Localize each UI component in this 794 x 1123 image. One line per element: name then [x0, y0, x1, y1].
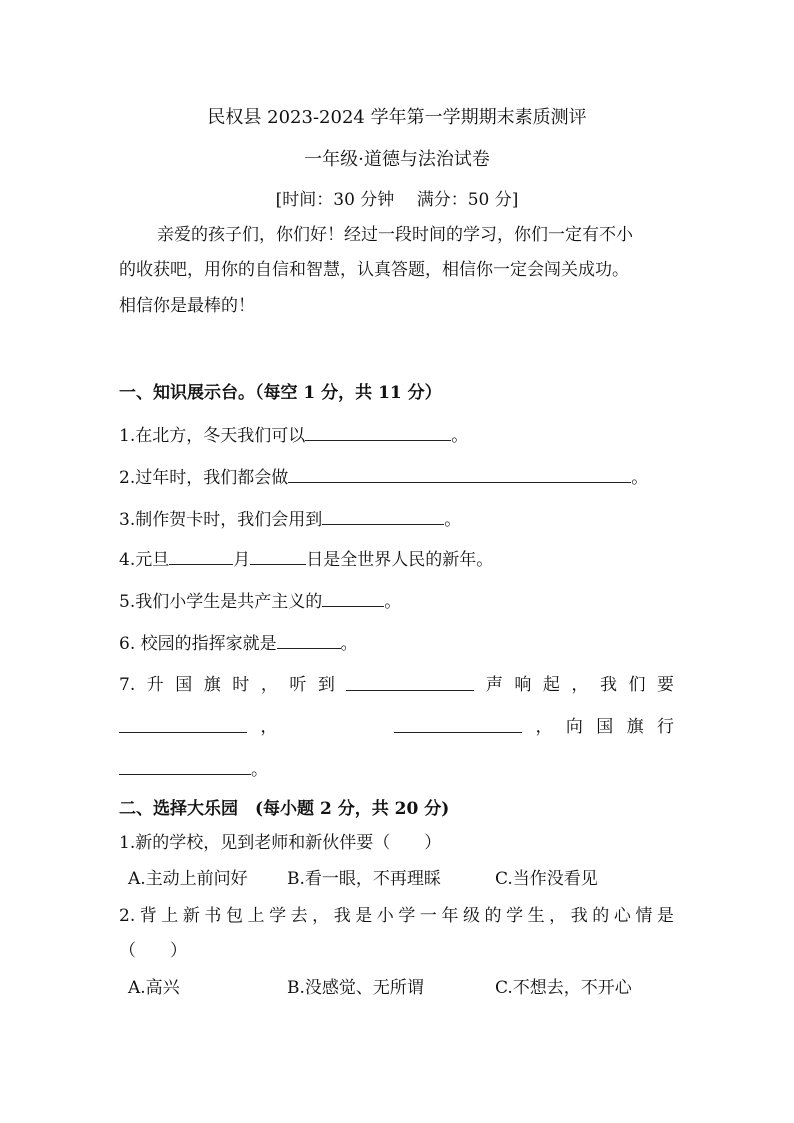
section-2-heading: 二、选择大乐园 (每小题 2 分，共 20 分)	[119, 799, 450, 819]
q7-char: 向	[565, 717, 583, 737]
q-char: 我	[333, 906, 351, 926]
q-char: 心	[613, 906, 631, 926]
answer-blank[interactable]	[305, 424, 451, 441]
q7-char: 响	[514, 675, 532, 695]
q7-char: 旗	[203, 675, 221, 695]
option-b[interactable]: B.没感觉、无所谓	[287, 978, 424, 998]
question-2-2-text	[119, 905, 674, 927]
question-text: 2.过年时，我们都会做	[119, 468, 289, 488]
answer-blank[interactable]	[119, 716, 247, 733]
q7-char: 升	[146, 675, 164, 695]
q7-char: 国	[596, 717, 614, 737]
answer-blank-month[interactable]	[169, 548, 233, 565]
question-end: 。	[444, 510, 462, 530]
q7-char: ，	[260, 675, 278, 695]
exam-subtitle: 一年级·道德与法治试卷	[304, 149, 490, 170]
exam-time-info: [时间：30 分钟 满分：50 分]	[275, 190, 519, 210]
q-char: 生	[527, 906, 545, 926]
q-char: 我	[570, 906, 588, 926]
question-text: 日是全世界人民的新年。	[306, 550, 494, 570]
option-b[interactable]: B.看一眼，不再理睬	[287, 869, 441, 889]
q-char: 2.	[119, 906, 136, 926]
question-text: 5.我们小学生是共产主义的	[119, 592, 323, 612]
q-char: 背	[139, 906, 157, 926]
option-a[interactable]: A.主动上前问好	[128, 869, 248, 889]
question-end: 。	[251, 760, 268, 780]
q-char: 学	[398, 906, 416, 926]
q7-char: 到	[317, 675, 335, 695]
answer-blank-day[interactable]	[250, 548, 306, 565]
q-char: 的	[592, 906, 610, 926]
q-char: 情	[635, 906, 653, 926]
question-end: 。	[340, 634, 358, 654]
answer-blank[interactable]	[277, 632, 341, 649]
q-char: 包	[225, 906, 243, 926]
q7-char: 旗	[626, 717, 644, 737]
question-text: 3.制作贺卡时，我们会用到	[119, 510, 323, 530]
q7-char: 要	[656, 675, 674, 695]
q7-char: ，	[260, 717, 278, 737]
q-char: 级	[462, 906, 480, 926]
question-1-3	[119, 508, 461, 531]
answer-blank[interactable]	[322, 590, 384, 607]
question-1-7-row-2	[119, 716, 674, 738]
q7-char: 我	[599, 675, 617, 695]
q-char: 一	[419, 906, 437, 926]
q-char: ，	[312, 906, 330, 926]
question-text: 6. 校园的指挥家就是	[119, 634, 277, 654]
section-1-heading: 一、知识展示台。（每空 1 分，共 11 分）	[119, 383, 442, 403]
q-char: 上	[161, 906, 179, 926]
question-text: 4.元旦	[119, 550, 170, 570]
question-end: 。	[451, 426, 469, 446]
q-char: 新	[182, 906, 200, 926]
option-a[interactable]: A.高兴	[128, 978, 180, 998]
question-end: 。	[631, 468, 649, 488]
q7-char: 听	[289, 675, 307, 695]
q-char: 的	[484, 906, 502, 926]
question-1-6	[119, 632, 358, 655]
q7-char: 行	[657, 717, 674, 737]
question-1-1	[119, 424, 468, 447]
q7-char: 起	[542, 675, 560, 695]
q-char: ，	[549, 906, 567, 926]
q7-char: 们	[628, 675, 646, 695]
q-char: 是	[355, 906, 373, 926]
exam-title: 民权县 2023-2024 学年第一学期期末素质测评	[207, 107, 587, 128]
intro-line-2: 的收获吧，用你的自信和智慧，认真答题，相信你一定会闯关成功。	[119, 260, 629, 280]
q7-char: 国	[175, 675, 193, 695]
q-char: 书	[204, 906, 222, 926]
answer-blank[interactable]	[346, 674, 474, 691]
question-1-2	[119, 466, 648, 489]
q-char: 学	[269, 906, 287, 926]
q-char: 上	[247, 906, 265, 926]
answer-blank[interactable]	[119, 758, 251, 775]
question-end: 。	[384, 592, 402, 612]
option-c[interactable]: C.当作没看见	[495, 869, 598, 889]
q7-char: ，	[571, 675, 589, 695]
q-char: 年	[441, 906, 459, 926]
question-1-7-row-1	[119, 674, 674, 696]
intro-line-1: 亲爱的孩子们，你们好！经过一段时间的学习，你们一定有不小	[157, 225, 633, 245]
q7-char: 时	[232, 675, 250, 695]
answer-blank[interactable]	[288, 466, 631, 483]
question-text: 1.在北方，冬天我们可以	[119, 426, 306, 446]
q7-char: ，	[535, 717, 553, 737]
answer-blank[interactable]	[394, 716, 522, 733]
q7-char: 7.	[119, 675, 136, 695]
question-1-5	[119, 590, 401, 613]
question-1-7-row-3	[119, 758, 268, 781]
option-c[interactable]: C.不想去，不开心	[495, 978, 632, 998]
question-2-1: 1.新的学校，见到老师和新伙伴要（ ）	[119, 833, 442, 853]
question-1-4	[119, 548, 493, 571]
question-text: 月	[233, 550, 251, 570]
question-2-2-paren: （ ）	[119, 941, 187, 961]
q7-char: 声	[485, 675, 503, 695]
q-char: 是	[656, 906, 674, 926]
intro-line-3: 相信你是最棒的！	[119, 296, 255, 316]
q-char: 学	[506, 906, 524, 926]
answer-blank[interactable]	[322, 508, 444, 525]
q-char: 去	[290, 906, 308, 926]
q-char: 小	[376, 906, 394, 926]
